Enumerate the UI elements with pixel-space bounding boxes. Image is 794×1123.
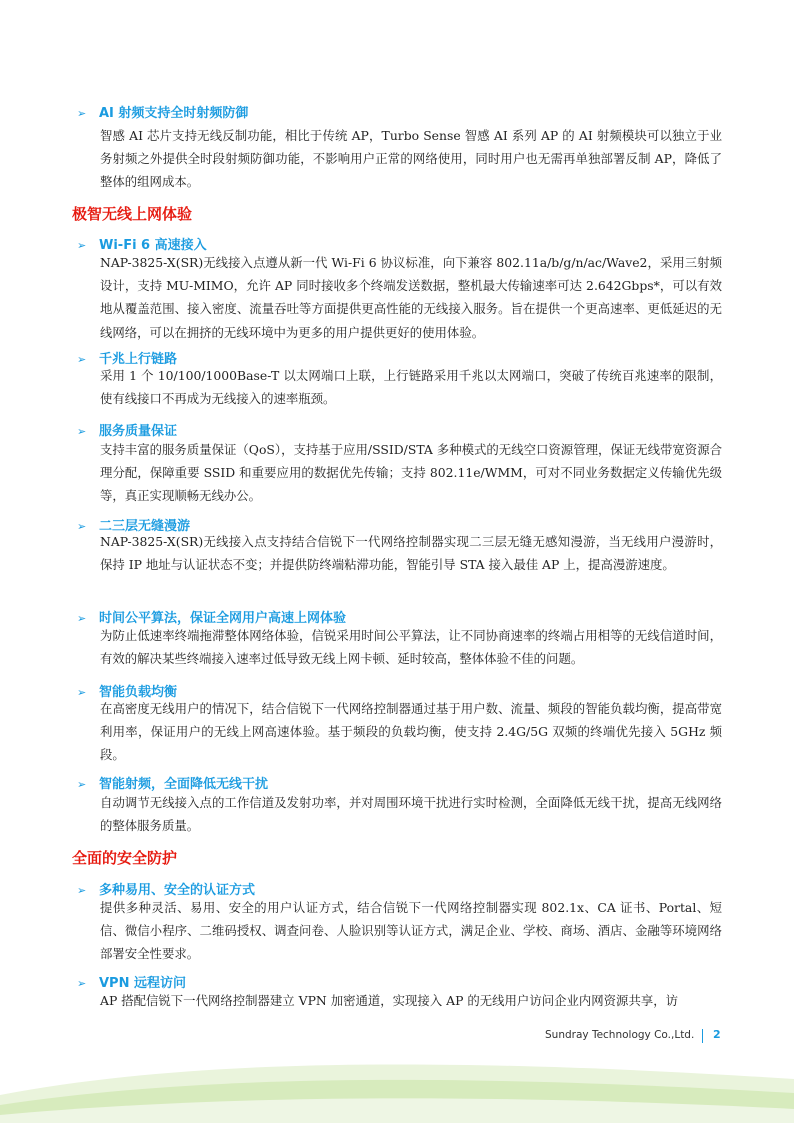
feature-title: ➢ VPN 远程访问 xyxy=(77,976,186,991)
feature-body: 智感 AI 芯片支持无线反制功能，相比于传统 AP，Turbo Sense 智感 AI 系列 AP 的 AI 射频模块可以独立于业务射频之外提供全时段射频防御功能，不影响用户正常的网络使用，同时用户也无需再单独部署反制 AP，降低了整体的组网成本。 xyxy=(100,128,722,190)
feature-title: ➢ 千兆上行链路 xyxy=(77,352,178,367)
feature-body: AP 搭配信锐下一代网络控制器建立 VPN 加密通道，实现接入 AP 的无线用户访问企业内网资源共享，访 xyxy=(100,993,679,1008)
chevron-right-icon: ➢ xyxy=(77,239,87,252)
feature-title: ➢ 多种易用、安全的认证方式 xyxy=(77,883,256,898)
feature-title: ➢ Wi-Fi 6 高速接入 xyxy=(77,238,207,253)
chevron-right-icon: ➢ xyxy=(77,425,87,438)
decorative-wave xyxy=(0,1033,794,1123)
section-heading: 极智无线上网体验 xyxy=(72,205,193,223)
feature-body: 采用 1 个 10/100/1000Base-T 以太网端口上联，上行链路采用千兆以太网端口，突破了传统百兆速率的限制，使有线接口不再成为无线接入的速率瓶颈。 xyxy=(100,368,722,407)
chevron-right-icon: ➢ xyxy=(77,686,87,699)
chevron-right-icon: ➢ xyxy=(77,520,87,533)
chevron-right-icon: ➢ xyxy=(77,977,87,990)
feature-title: ➢ AI 射频支持全时射频防御 xyxy=(77,106,249,121)
chevron-right-icon: ➢ xyxy=(77,107,87,120)
page-number: 2 xyxy=(713,1028,721,1041)
chevron-right-icon: ➢ xyxy=(77,778,87,791)
feature-body: NAP-3825-X(SR)无线接入点支持结合信锐下一代网络控制器实现二三层无缝无感知漫游，当无线用户漫游时，保持 IP 地址与认证状态不变；并提供防终端粘滞功能，智能引导 STA 接入最佳 AP 上，提高漫游速度。 xyxy=(100,534,722,573)
feature-title: ➢ 智能负载均衡 xyxy=(77,685,178,700)
feature-title: ➢ 二三层无缝漫游 xyxy=(77,519,191,534)
feature-body: 提供多种灵活、易用、安全的用户认证方式，结合信锐下一代网络控制器实现 802.1x、CA 证书、Portal、短信、微信小程序、二维码授权、调查问卷、人脸识别等认证方式，满足企业、学校、商场、酒店、金融等环境网络部署安全性要求。 xyxy=(100,900,722,962)
feature-title: ➢ 时间公平算法，保证全网用户高速上网体验 xyxy=(77,611,347,626)
chevron-right-icon: ➢ xyxy=(77,884,87,897)
feature-body: 在高密度无线用户的情况下，结合信锐下一代网络控制器通过基于用户数、流量、频段的智能负载均衡，提高带宽利用率，保证用户的无线上网高速体验。基于频段的负载均衡，使支持 2.4G/5G 双频的终端优先接入 5GHz 频段。 xyxy=(100,701,722,763)
footer-company: Sundray Technology Co.,Ltd. xyxy=(545,1029,695,1041)
feature-body: 支持丰富的服务质量保证（QoS），支持基于应用/SSID/STA 多种模式的无线空口资源管理，保证无线带宽资源合理分配，保障重要 SSID 和重要应用的数据优先传输；支持 802.11e/WMM，可对不同业务数据定义传输优先级等，真正实现顺畅无线办公。 xyxy=(100,442,722,504)
chevron-right-icon: ➢ xyxy=(77,612,87,625)
feature-title: ➢ 服务质量保证 xyxy=(77,424,178,439)
section-heading: 全面的安全防护 xyxy=(72,849,178,867)
chevron-right-icon: ➢ xyxy=(77,353,87,366)
feature-body: 自动调节无线接入点的工作信道及发射功率，并对周围环境干扰进行实时检测，全面降低无线干扰，提高无线网络的整体服务质量。 xyxy=(100,795,722,834)
feature-body: NAP-3825-X(SR)无线接入点遵从新一代 Wi-Fi 6 协议标准，向下兼容 802.11a/b/g/n/ac/Wave2，采用三射频设计，支持 MU-MIMO，允许 AP 同时接收多个终端发送数据，整机最大传输速率可达 2.642Gbps*，可以有效地从覆盖范围、接入密度、流量吞吐等方面提供更高性能的无线接入服务。旨在提供一个更高速率、更低延迟的无线网络，可以在拥挤的无线环境中为更多的用户提供更好的使用体验。 xyxy=(100,255,722,340)
feature-body: 为防止低速率终端拖滞整体网络体验，信锐采用时间公平算法，让不同协商速率的终端占用相等的无线信道时间，有效的解决某些终端接入速率过低导致无线上网卡顿、延时较高，整体体验不佳的问题。 xyxy=(100,628,722,667)
feature-title: ➢ 智能射频，全面降低无线干扰 xyxy=(77,777,269,792)
